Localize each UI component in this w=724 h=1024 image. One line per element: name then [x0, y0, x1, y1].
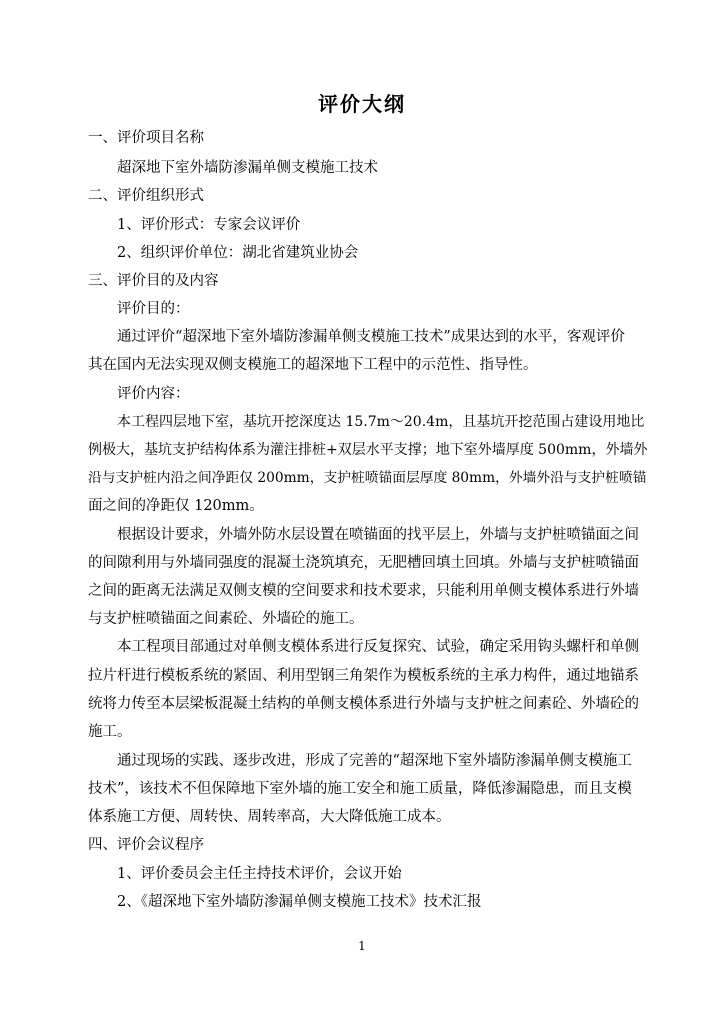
- paragraph-line: 统将力传至本层梁板混凝土结构的单侧支模体系进行外墙与支护桩之间素砼、外墙砼的: [88, 696, 639, 712]
- paragraph-line: 之间的距离无法满足双侧支模的空间要求和技术要求，只能利用单侧支模体系进行外墙: [88, 583, 639, 599]
- list-item: 2、《超深地下室外墙防渗漏单侧支模施工技术》技术汇报: [117, 894, 482, 910]
- section-heading-1: 一、评价项目名称: [88, 130, 204, 146]
- paragraph-line: 沿与支护桩内沿之间净距仅 200mm，支护桩喷锚面层厚度 80mm，外墙外沿与支护桩喷锚: [88, 470, 647, 486]
- paragraph-line: 面之间的净距仅 120mm。: [88, 498, 264, 514]
- paragraph-line: 技术”，该技术不但保障地下室外墙的施工安全和施工质量，降低渗漏隐患，而且支模: [88, 781, 632, 797]
- paragraph-line: 根据设计要求，外墙外防水层设置在喷锚面的找平层上，外墙与支护桩喷锚面之间: [117, 527, 639, 543]
- subheading: 评价目的：: [117, 301, 190, 317]
- list-item: 2、组织评价单位：湖北省建筑业协会: [117, 245, 359, 261]
- paragraph-line: 与支护桩喷锚面之间素砼、外墙砼的施工。: [88, 611, 364, 627]
- document-title: 评价大纲: [318, 92, 406, 116]
- section-heading-2: 二、评价组织形式: [88, 188, 204, 204]
- paragraph-line: 施工。: [88, 724, 132, 740]
- project-name: 超深地下室外墙防渗漏单侧支模施工技术: [117, 160, 378, 176]
- paragraph-line: 体系施工方便、周转快、周转率高，大大降低施工成本。: [88, 809, 451, 825]
- paragraph-line: 本工程项目部通过对单侧支模体系进行反复探究、试验，确定采用钩头螺杆和单侧: [117, 639, 639, 655]
- list-item: 1、评价委员会主任主持技术评价，会议开始: [117, 866, 402, 882]
- subheading: 评价内容：: [117, 386, 190, 402]
- section-heading-3: 三、评价目的及内容: [88, 273, 219, 289]
- section-heading-4: 四、评价会议程序: [88, 837, 204, 853]
- paragraph-line: 其在国内无法实现双侧支模施工的超深地下工程中的示范性、指导性。: [88, 357, 538, 373]
- paragraph-line: 通过评价“超深地下室外墙防渗漏单侧支模施工技术”成果达到的水平，客观评价: [117, 329, 625, 345]
- page-number: 1: [358, 939, 366, 953]
- list-item: 1、评价形式：专家会议评价: [117, 217, 301, 233]
- paragraph-line: 本工程四层地下室，基坑开挖深度达 15.7m～20.4m，且基坑开挖范围占建设用地比: [117, 414, 645, 430]
- paragraph-line: 通过现场的实践、逐步改进，形成了完善的“超深地下室外墙防渗漏单侧支模施工: [117, 753, 632, 769]
- paragraph-line: 的间隙利用与外墙同强度的混凝土浇筑填充，无肥槽回填土回填。外墙与支护桩喷锚面: [88, 555, 639, 571]
- paragraph-line: 拉片杆进行模板系统的紧固、利用型钢三角架作为模板系统的主承力构件，通过地锚系: [88, 668, 639, 684]
- paragraph-line: 例极大，基坑支护结构体系为灌注排桩+双层水平支撑；地下室外墙厚度 500mm，外墙外: [88, 442, 648, 458]
